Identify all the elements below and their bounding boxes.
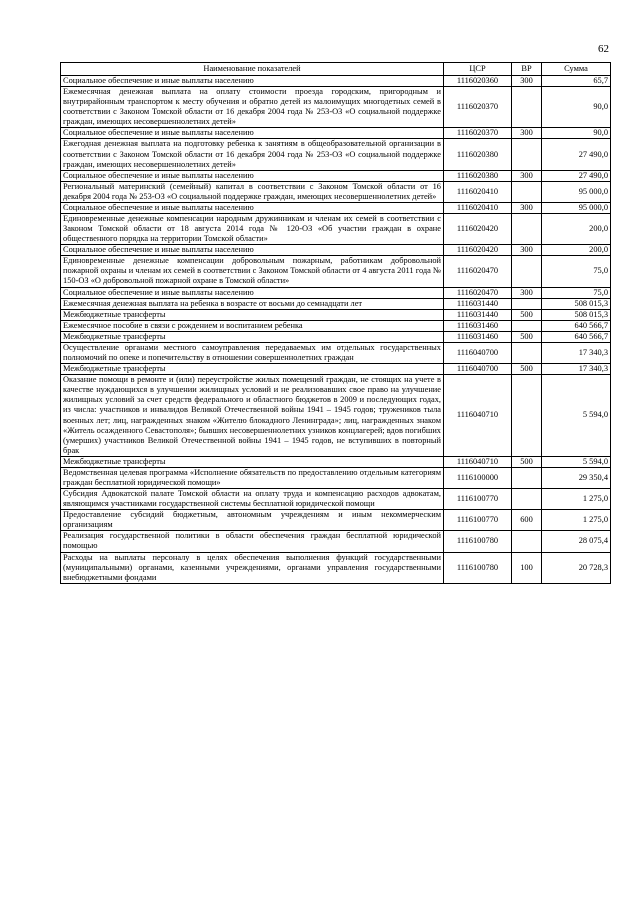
row-name: Ведомственная целевая программа «Исполнение обязательств по предоставлению отдельным категориям граждан бесплатной юридической помощи» [61,467,444,488]
row-name: Межбюджетные трансферты [61,331,444,342]
row-vr: 500 [512,331,542,342]
table-row [61,298,611,309]
row-csr: 1116031460 [444,331,512,342]
table-row [61,287,611,298]
row-sum: 508 015,3 [542,309,611,320]
row-csr: 1116031440 [444,298,512,309]
row-sum: 5 594,0 [542,456,611,467]
row-vr: 300 [512,245,542,256]
table-row [61,320,611,331]
row-name: Ежемесячная денежная выплата на ребенка в возрасте от восьми до семнадцати лет [61,298,444,309]
table-row [61,309,611,320]
row-name: Региональный материнский (семейный) капитал в соответствии с Законом Томской области от 16 декабря 2004 года № 253-ОЗ «О социальной поддержке граждан, имеющих несовершеннолетних детей» [61,181,444,202]
row-sum: 75,0 [542,287,611,298]
row-vr: 500 [512,456,542,467]
row-sum: 508 015,3 [542,298,611,309]
row-csr: 1116100780 [444,531,512,552]
row-sum: 17 340,3 [542,342,611,363]
row-name: Реализация государственной политики в области обеспечения граждан бесплатной юридической помощью [61,531,444,552]
row-sum: 17 340,3 [542,364,611,375]
row-name: Межбюджетные трансферты [61,309,444,320]
table-row [61,364,611,375]
row-csr: 1116020470 [444,287,512,298]
table-row [61,214,611,245]
row-csr: 1116020380 [444,139,512,170]
row-name: Социальное обеспечение и иные выплаты населению [61,202,444,213]
row-name: Межбюджетные трансферты [61,456,444,467]
row-sum: 27 490,0 [542,139,611,170]
row-vr: 500 [512,364,542,375]
row-sum: 95 000,0 [542,181,611,202]
row-sum: 75,0 [542,256,611,287]
table-row [61,531,611,552]
row-vr [512,214,542,245]
row-vr [512,375,542,457]
row-csr: 1116100000 [444,467,512,488]
row-csr: 1116020370 [444,128,512,139]
budget-table [60,62,611,584]
row-vr: 100 [512,552,542,583]
row-csr: 1116040700 [444,364,512,375]
table-row [61,76,611,87]
table-row [61,552,611,583]
row-vr [512,320,542,331]
table-row [61,375,611,457]
row-sum: 200,0 [542,214,611,245]
row-sum: 1 275,0 [542,489,611,510]
header-csr: ЦСР [444,63,512,76]
row-sum: 65,7 [542,76,611,87]
row-csr: 1116040700 [444,342,512,363]
row-sum: 1 275,0 [542,510,611,531]
table-row [61,181,611,202]
row-vr [512,298,542,309]
row-csr: 1116100770 [444,489,512,510]
row-sum: 27 490,0 [542,170,611,181]
table-header-row [61,63,611,76]
row-sum: 90,0 [542,87,611,128]
header-name: Наименование показателей [61,63,444,76]
row-name: Единовременные денежные компенсации народным дружинникам и членам их семей в соответствии с Законом Томской области от 18 августа 2014 года № 120-ОЗ «Об участии граждан в охране общественного порядка на территории Томской области» [61,214,444,245]
row-name: Социальное обеспечение и иные выплаты населению [61,128,444,139]
row-name: Единовременные денежные компенсации добровольным пожарным, работникам добровольной пожарной охраны и членам их семей в соответствии с Законом Томской области от 4 августа 2011 года № 150-ОЗ «О добровольной пожарной охране в Томской области» [61,256,444,287]
table-row [61,256,611,287]
header-vr: ВР [512,63,542,76]
table-row [61,139,611,170]
row-csr: 1116031440 [444,309,512,320]
table-row [61,467,611,488]
row-vr [512,181,542,202]
row-name: Оказание помощи в ремонте и (или) переустройстве жилых помещений граждан, не стоящих на учете в качестве нуждающихся в улучшении жилищных условий и не реализовавших свое право на улучшение жилищных условий за счет средств федерального и областного бюджетов в 2009 и последующих годах, из числа: участников и инвалидов Великой Отечественной войны 1941 – 1945 годов; тружеников тыла военных лет; лиц, награжденных знаком «Жителю блокадного Ленинграда»; лиц, награжденных знаком «Житель осажденного Севастополя»; бывших несовершеннолетних узников концлагерей; вдов погибших (умерших) участников Великой Отечественной войны 1941 – 1945 годов, не вступивших в повторный брак [61,375,444,457]
row-vr: 300 [512,128,542,139]
table-row [61,170,611,181]
page-number: 62 [598,43,609,55]
row-sum: 95 000,0 [542,202,611,213]
row-name: Социальное обеспечение и иные выплаты населению [61,76,444,87]
row-csr: 1116100780 [444,552,512,583]
row-vr: 300 [512,76,542,87]
row-csr: 1116100770 [444,510,512,531]
row-vr [512,256,542,287]
row-sum: 5 594,0 [542,375,611,457]
row-name: Социальное обеспечение и иные выплаты населению [61,170,444,181]
row-vr [512,531,542,552]
row-sum: 20 728,3 [542,552,611,583]
row-csr: 1116020410 [444,202,512,213]
row-vr: 300 [512,202,542,213]
row-sum: 640 566,7 [542,331,611,342]
row-vr: 300 [512,287,542,298]
row-csr: 1116040710 [444,456,512,467]
row-name: Ежегодная денежная выплата на подготовку ребенка к занятиям в общеобразовательной организации в соответствии с Законом Томской области от 16 декабря 2004 года № 253-ОЗ «О социальной поддержке граждан, имеющих несовершеннолетних детей» [61,139,444,170]
row-vr: 300 [512,170,542,181]
row-csr: 1116020410 [444,181,512,202]
row-name: Субсидия Адвокатской палате Томской области на оплату труда и компенсацию расходов адвокатам, являющимся участниками государственной системы бесплатной юридической помощи [61,489,444,510]
row-name: Предоставление субсидий бюджетным, автономным учреждениям и иным некоммерческим организациям [61,510,444,531]
row-vr [512,87,542,128]
table-row [61,245,611,256]
row-vr [512,467,542,488]
row-sum: 29 350,4 [542,467,611,488]
table-row [61,510,611,531]
row-name: Осуществление органами местного самоуправления передаваемых им отдельных государственных полномочий по опеке и попечительству в отношении совершеннолетних граждан [61,342,444,363]
row-sum: 90,0 [542,128,611,139]
row-vr: 600 [512,510,542,531]
table-row [61,489,611,510]
row-csr: 1116020470 [444,256,512,287]
row-name: Ежемесячная денежная выплата на оплату стоимости проезда городским, пригородным и внутрирайонным транспортом к месту обучения и обратно детей из малоимущих многодетных семей в соответствии с Законом Томской области от 16 декабря 2004 года № 253-ОЗ «О социальной поддержке граждан, имеющих несовершеннолетних детей» [61,87,444,128]
row-vr [512,139,542,170]
row-csr: 1116020420 [444,245,512,256]
row-name: Ежемесячное пособие в связи с рождением и воспитанием ребенка [61,320,444,331]
table-row [61,342,611,363]
row-sum: 200,0 [542,245,611,256]
row-name: Межбюджетные трансферты [61,364,444,375]
row-csr: 1116040710 [444,375,512,457]
table-row [61,331,611,342]
row-sum: 640 566,7 [542,320,611,331]
header-sum: Сумма [542,63,611,76]
row-vr [512,342,542,363]
row-name: Расходы на выплаты персоналу в целях обеспечения выполнения функций государственными (муниципальными) органами, казенными учреждениями, органами управления государственными внебюджетными фондами [61,552,444,583]
row-csr: 1116020370 [444,87,512,128]
row-name: Социальное обеспечение и иные выплаты населению [61,245,444,256]
row-name: Социальное обеспечение и иные выплаты населению [61,287,444,298]
row-csr: 1116031460 [444,320,512,331]
table-row [61,456,611,467]
row-csr: 1116020360 [444,76,512,87]
row-csr: 1116020380 [444,170,512,181]
table-row [61,128,611,139]
table-row [61,87,611,128]
row-vr [512,489,542,510]
table-row [61,202,611,213]
row-csr: 1116020420 [444,214,512,245]
row-vr: 500 [512,309,542,320]
row-sum: 28 075,4 [542,531,611,552]
